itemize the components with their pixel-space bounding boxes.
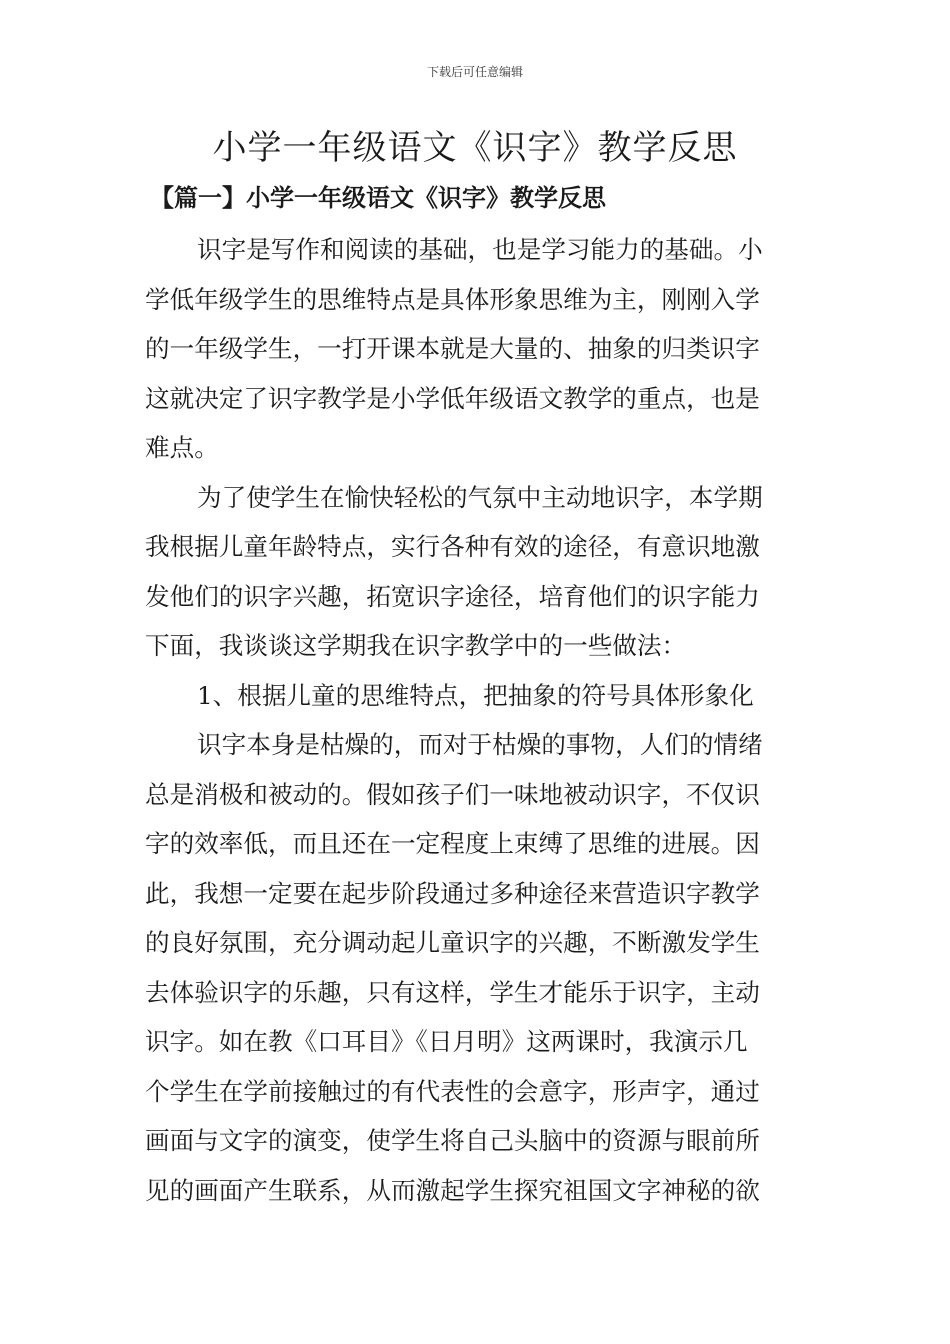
paragraph-line: 识字本身是枯燥的，而对于枯燥的事物，人们的情绪 [197,730,763,759]
paragraph-line: 总是消极和被动的。假如孩子们一味地被动识字，不仅识 [145,779,760,809]
paragraph-line: 见的画面产生联系，从而激起学生探究祖国文字神秘的欲 [145,1175,760,1205]
paragraph-line: 的良好氛围，充分调动起儿童识字的兴趣，不断激发学生 [145,928,760,957]
paragraph-line: 发他们的识字兴趣，拓宽识字途径，培育他们的识字能力 [145,581,760,611]
paragraph-line: 难点。 [145,433,219,462]
paragraph-line: 为了使学生在愉快轻松的气氛中主动地识字，本学期 [197,482,763,512]
numbered-heading-line: 1、根据儿童的思维特点，把抽象的符号具体形象化 [197,680,754,710]
paragraph-line: 识字是写作和阅读的基础，也是学习能力的基础。小 [197,235,763,264]
document-title: 小学一年级语文《识字》教学反思 [212,128,738,168]
paragraph-line: 个学生在学前接触过的有代表性的会意字，形声字，通过 [145,1076,760,1106]
paragraph-line: 此，我想一定要在起步阶段通过多种途径来营造识字教学 [145,878,760,908]
paragraph-line: 学低年级学生的思维特点是具体形象思维为主，刚刚入学 [145,284,760,314]
paragraph-line: 去体验识字的乐趣，只有这样，学生才能乐于识字，主动 [145,977,760,1007]
paragraph-line: 画面与文字的演变，使学生将自己头脑中的资源与眼前所 [145,1126,760,1155]
body-text [145,232,825,1222]
paragraph-line: 这就决定了识字教学是小学低年级语文教学的重点，也是 [145,383,760,413]
paragraph-line: 下面，我谈谈这学期我在识字教学中的一些做法： [145,631,687,660]
paragraph-line: 的一年级学生，一打开课本就是大量的、抽象的归类识字 [145,334,760,363]
paragraph-line: 我根据儿童年龄特点，实行各种有效的途径，有意识地激 [145,532,760,561]
section-heading: 【篇一】小学一年级语文《识字》教学反思 [150,183,606,212]
paragraph-line: 字的效率低，而且还在一定程度上束缚了思维的进展。因 [145,829,760,858]
header-note: 下载后可任意编辑 [426,65,523,79]
paragraph-line: 识字。如在教《口耳目》《日月明》这两课时，我演示几 [145,1027,748,1056]
